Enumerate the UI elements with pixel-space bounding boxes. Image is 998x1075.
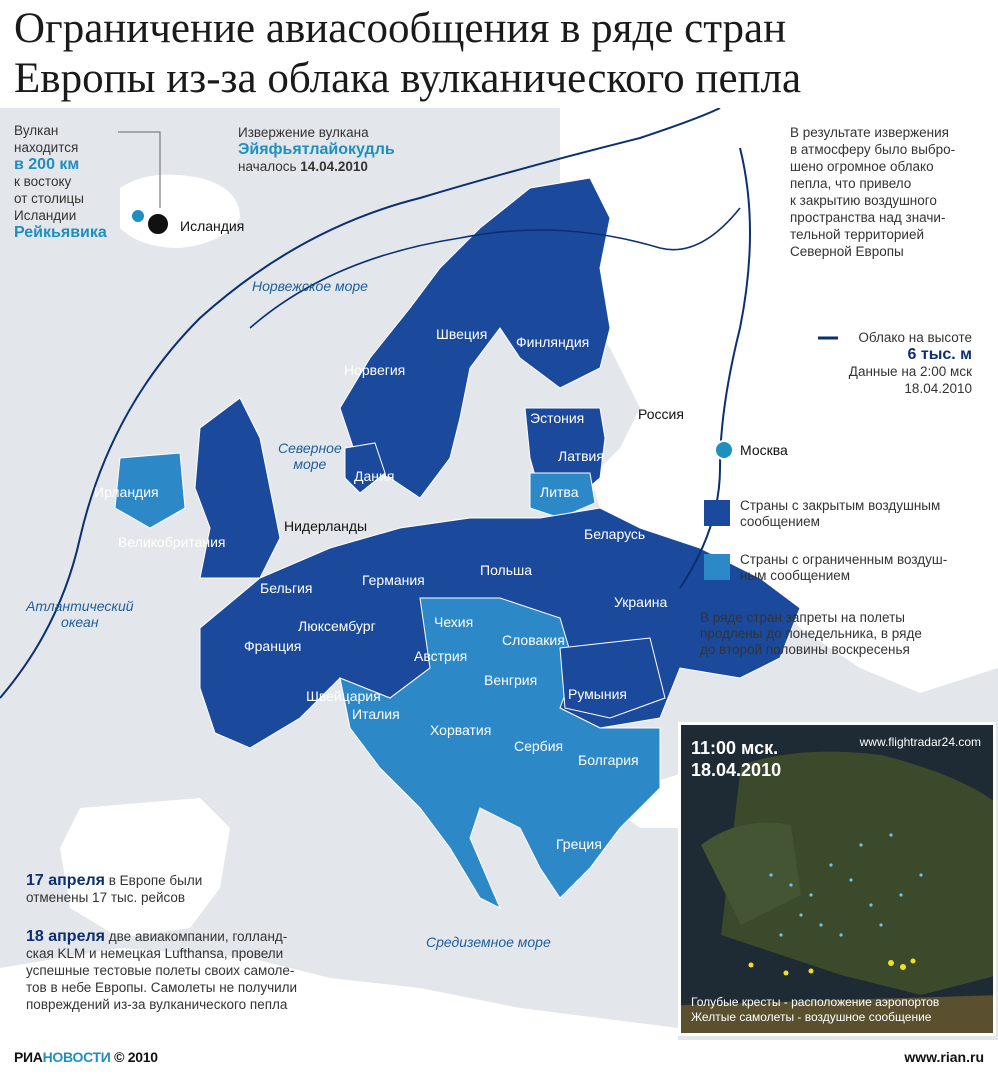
country-ukraine: Украина [614, 594, 668, 610]
stats-line: ская KLM и немецкая Lufthansa, провели [26, 946, 284, 961]
page-title [14, 4, 984, 104]
stats-line: тов в небе Европы. Самолеты не получили [26, 980, 298, 995]
north-sea-line2: море [293, 456, 327, 472]
country-germany: Германия [362, 572, 425, 588]
volcano-capital: Рейкьявика [14, 224, 107, 241]
inset-caption-2: Желтые самолеты - воздушное сообщение [691, 1010, 932, 1024]
country-belgium: Бельгия [260, 580, 313, 596]
stats-april18-line1 [26, 928, 346, 945]
flightradar-inset [678, 722, 996, 1036]
cloud-data-time: Данные на 2:00 мск [848, 364, 972, 379]
country-denmark: Дания [354, 468, 395, 484]
footer [0, 1040, 998, 1075]
country-serbia: Сербия [514, 738, 564, 754]
country-croatia: Хорватия [430, 722, 492, 738]
legend-limited-line1: Страны с ограниченным воздуш- [740, 552, 948, 567]
atlantic-line1: Атлантический [26, 598, 134, 614]
country-ireland: Ирландия [94, 484, 159, 500]
side-note-line: шено огромное облако [790, 159, 934, 174]
cloud-data-date: 18.04.2010 [904, 381, 972, 396]
north-sea-label [278, 440, 342, 472]
country-greece: Греция [556, 836, 602, 852]
inset-time: 11:00 мск. [691, 738, 779, 758]
volcano-distance: в 200 км [14, 156, 80, 173]
country-poland: Польша [480, 562, 533, 578]
eruption-start [238, 158, 395, 175]
country-romania: Румыния [568, 686, 628, 702]
inset-date: 18.04.2010 [691, 760, 782, 780]
country-switzerland: Швейцария [306, 688, 381, 704]
country-lithuania: Литва [540, 484, 579, 500]
brand-part-2: НОВОСТИ [42, 1049, 111, 1065]
side-note-line: в атмосферу было выбро- [790, 142, 956, 157]
legend-closed-line2: сообщением [740, 514, 820, 529]
inset-caption [691, 995, 939, 1025]
eruption-date: 14.04.2010 [300, 159, 368, 174]
norwegian-sea-label: Норвежское море [252, 278, 368, 294]
country-belarus: Беларусь [584, 526, 646, 542]
stats-date-1: 17 апреля [26, 872, 105, 889]
stats-text-2a: две авиакомпании, голланд- [108, 929, 288, 944]
brand-part-1: РИА [14, 1049, 43, 1065]
stats-text-1b: отменены 17 тыс. рейсов [26, 890, 186, 905]
country-sweden: Швеция [436, 326, 488, 342]
title-line-1: Ограничение авиасообщения в ряде стран [14, 5, 787, 52]
country-hungary: Венгрия [484, 672, 538, 688]
stats-text-1a: в Европе были [108, 873, 203, 888]
side-note-line: тельной территорией [790, 227, 924, 242]
volcano-marker [147, 213, 169, 235]
country-france: Франция [244, 638, 302, 654]
stats-april17-line1 [26, 872, 346, 889]
moscow-marker [715, 441, 733, 459]
ria-novosti-logo [14, 1049, 158, 1065]
legend-note-line: продлены до понедельника, в ряде [700, 626, 922, 641]
stats-april17 [26, 872, 346, 906]
legend-limited-swatch [704, 554, 730, 580]
country-finland: Финляндия [516, 334, 590, 350]
stats-date-2: 18 апреля [26, 928, 105, 945]
atlantic-label [26, 598, 134, 630]
inset-caption-1: Голубые кресты - расположение аэропортов [691, 995, 940, 1009]
legend-note-line: до второй половины воскресенья [700, 642, 910, 657]
cloud-height: 6 тыс. м [907, 346, 972, 363]
side-note-line: к закрытию воздушного [790, 193, 937, 208]
legend-limited-line2: ным сообщением [740, 568, 851, 583]
moscow-label: Москва [740, 442, 788, 458]
north-sea-line1: Северное [278, 440, 342, 456]
atlantic-line2: океан [61, 614, 99, 630]
legend-limited-text [740, 552, 947, 584]
legend-note-line: В ряде стран запреты на полеты [700, 610, 905, 625]
uk-shape [195, 398, 280, 578]
europe-map [0, 108, 998, 1040]
stats-line: повреждений из-за вулканического пепла [26, 997, 288, 1012]
russia-label: Россия [638, 406, 684, 422]
side-note [790, 124, 990, 260]
mediterranean-label: Средиземное море [426, 934, 551, 950]
country-estonia: Эстония [530, 410, 585, 426]
side-note-line: пространства над значи- [790, 210, 946, 225]
country-czech: Чехия [434, 614, 474, 630]
iceland-label: Исландия [180, 218, 245, 234]
footer-site-link[interactable]: www.rian.ru [904, 1049, 984, 1065]
cloud-legend [846, 329, 972, 397]
stats-line: успешные тестовые полеты своих самоле- [26, 963, 295, 978]
volcano-line3: к востоку [14, 174, 72, 189]
inset-time-block [691, 737, 781, 781]
legend-note [700, 610, 922, 658]
volcano-name: Эйяфьятлайокудль [238, 141, 395, 158]
volcano-info [14, 122, 124, 241]
side-note-line: Северной Европы [790, 244, 904, 259]
country-norway: Норвегия [344, 362, 406, 378]
title-line-2: Европы из-за облака вулканического пепла [14, 55, 802, 102]
eruption-info [238, 124, 395, 175]
copyright: © 2010 [114, 1049, 158, 1065]
iberia-land [60, 798, 230, 938]
eruption-label: Извержение вулкана [238, 125, 369, 140]
side-note-line: пепла, что привело [790, 176, 912, 191]
country-luxembourg: Люксембург [298, 618, 376, 634]
legend-closed-swatch [704, 500, 730, 526]
volcano-line2: находится [14, 140, 79, 155]
country-latvia: Латвия [558, 448, 604, 464]
legend-closed-text [740, 498, 940, 530]
inset-site: www.flightradar24.com [859, 735, 981, 749]
volcano-line1: Вулкан [14, 123, 59, 138]
stats-april18 [26, 928, 346, 1013]
country-austria: Австрия [414, 648, 468, 664]
country-slovakia: Словакия [502, 632, 565, 648]
country-uk: Великобритания [118, 534, 226, 550]
cloud-legend-label: Облако на высоте [858, 330, 972, 345]
country-italy: Италия [352, 706, 400, 722]
reykjavik-marker [131, 209, 145, 223]
netherlands-label: Нидерланды [284, 518, 368, 534]
country-bulgaria: Болгария [578, 752, 639, 768]
side-note-line: В результате извержения [790, 125, 949, 140]
volcano-line4: от столицы [14, 191, 84, 206]
volcano-line5: Исландии [14, 208, 77, 223]
eruption-start-label: началось [238, 159, 297, 174]
legend-closed-line1: Страны с закрытым воздушным [740, 498, 941, 513]
